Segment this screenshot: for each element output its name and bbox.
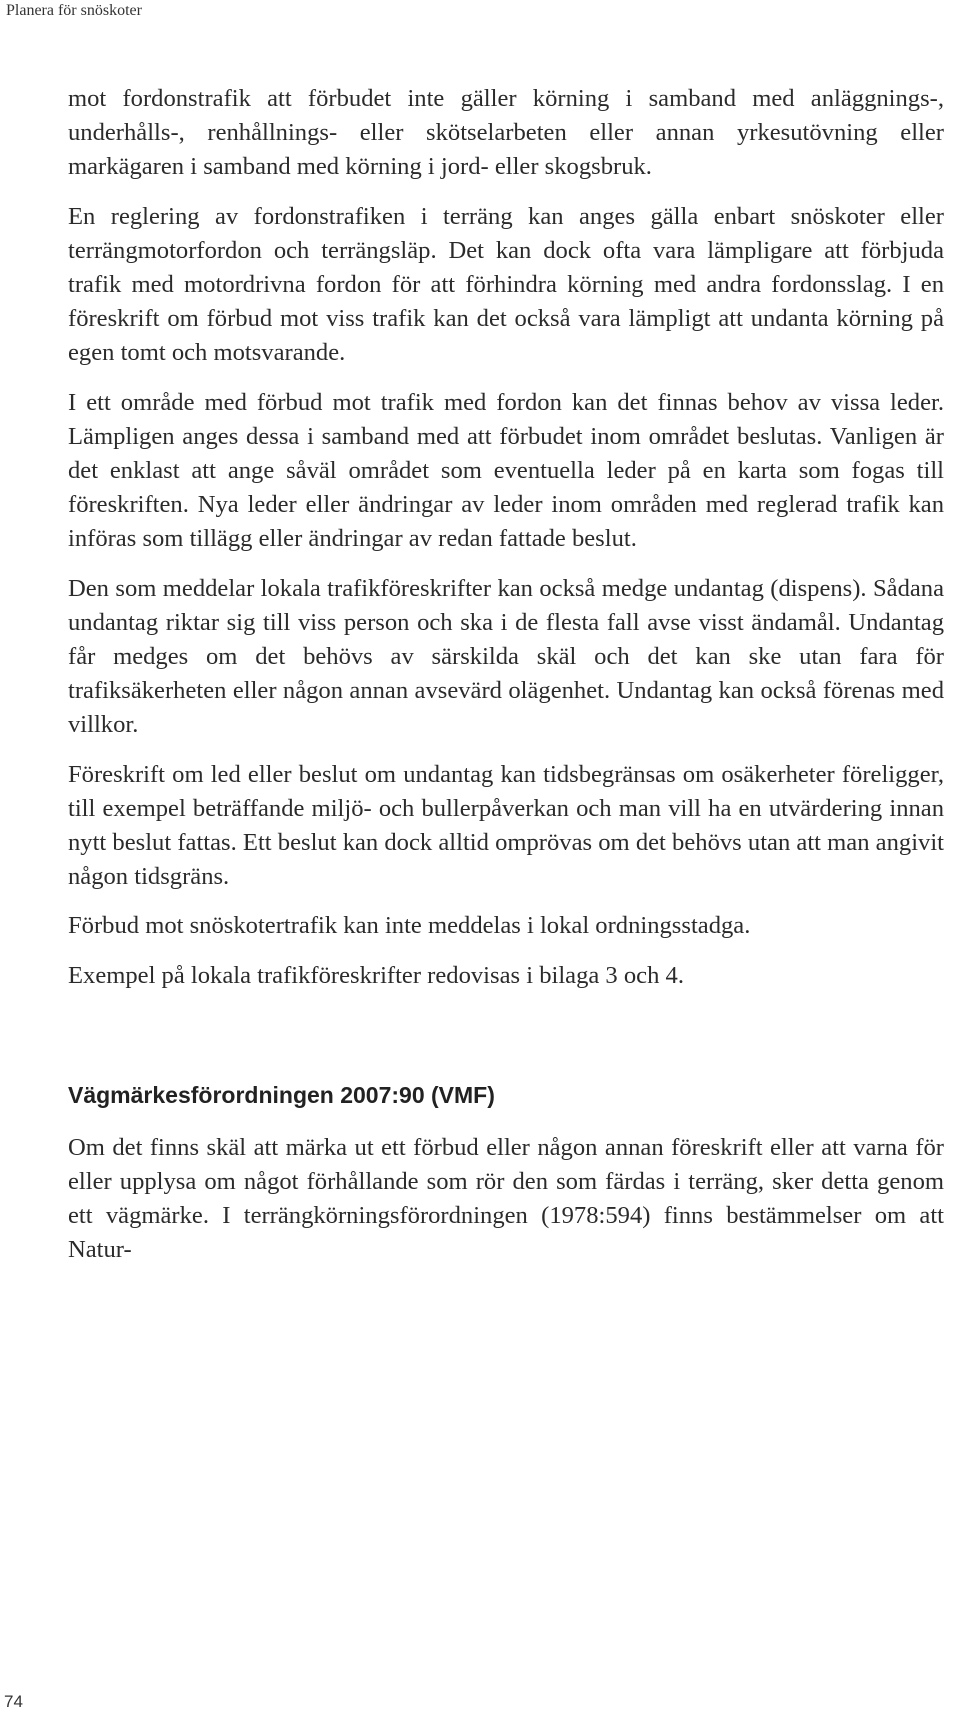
running-header: Planera för snöskoter [6,2,142,19]
body-paragraph-5: Föreskrift om led eller beslut om undantag kan tidsbegränsas om osäkerheter föreligger, till exempel beträffande miljö- och bullerpåverkan och man vill ha en utvärdering innan nytt beslut fattas. Ett beslut kan dock alltid omprövas om det behövs utan att man angivit någon tidsgräns. [68,760,944,891]
body-paragraph-1: mot fordonstrafik att förbudet inte gäller körning i samband med anläggnings-, underhålls-, renhållnings- eller skötselarbeten eller annan yrkesutövning eller markägaren i samband med körning i jord- eller skogsbruk. [68,85,944,181]
body-paragraph-2: En reglering av fordonstrafiken i terräng kan anges gälla enbart snöskoter eller terrängmotorfordon och terrängsläp. Det kan dock ofta vara lämpligare att förbjuda trafik med motordrivna fordon för att förhindra körning med andra fordonsslag. I en föreskrift om förbud mot viss trafik kan det också vara lämpligt att undanta körning på egen tomt och motsvarande. [68,202,944,367]
body-paragraph-6: Förbud mot snöskotertrafik kan inte meddelas i lokal ordningsstadga. [68,912,751,940]
section-heading: Vägmärkesförordningen 2007:90 (VMF) [68,1081,495,1108]
page-body [68,82,944,1283]
body-paragraph-7: Exempel på lokala trafikföreskrifter redovisas i bilaga 3 och 4. [68,961,684,989]
body-paragraph-4: Den som meddelar lokala trafikföreskrifter kan också medge undantag (dispens). Sådana undantag riktar sig till viss person och ska i de flesta fall avse visst ändamål. Undantag får medges om det behövs av särskilda skäl och det kan ske utan fara för trafiksäkerheten eller någon annan avsevärd olägenhet. Undantag kan också förenas med villkor. [68,574,944,739]
body-paragraph-3: I ett område med förbud mot trafik med fordon kan det finnas behov av vissa leder. Lämpligen anges dessa i samband med att förbudet inom området beslutas. Vanligen är det enklast att ange såväl området som eventuella leder på en karta som fogas till föreskriften. Nya leder eller ändringar av leder inom områden med reglerad trafik kan införas som tillägg eller ändringar av redan fattade beslut. [68,388,944,553]
page-number: 74 [4,1692,23,1711]
section-paragraph: Om det finns skäl att märka ut ett förbud eller någon annan föreskrift eller att varna för eller upplysa om något förhållande som rör den som färdas i terräng, sker detta genom ett vägmärke. I terrängkörningsförordningen (1978:594) finns bestämmelser om att Natur- [68,1133,944,1264]
